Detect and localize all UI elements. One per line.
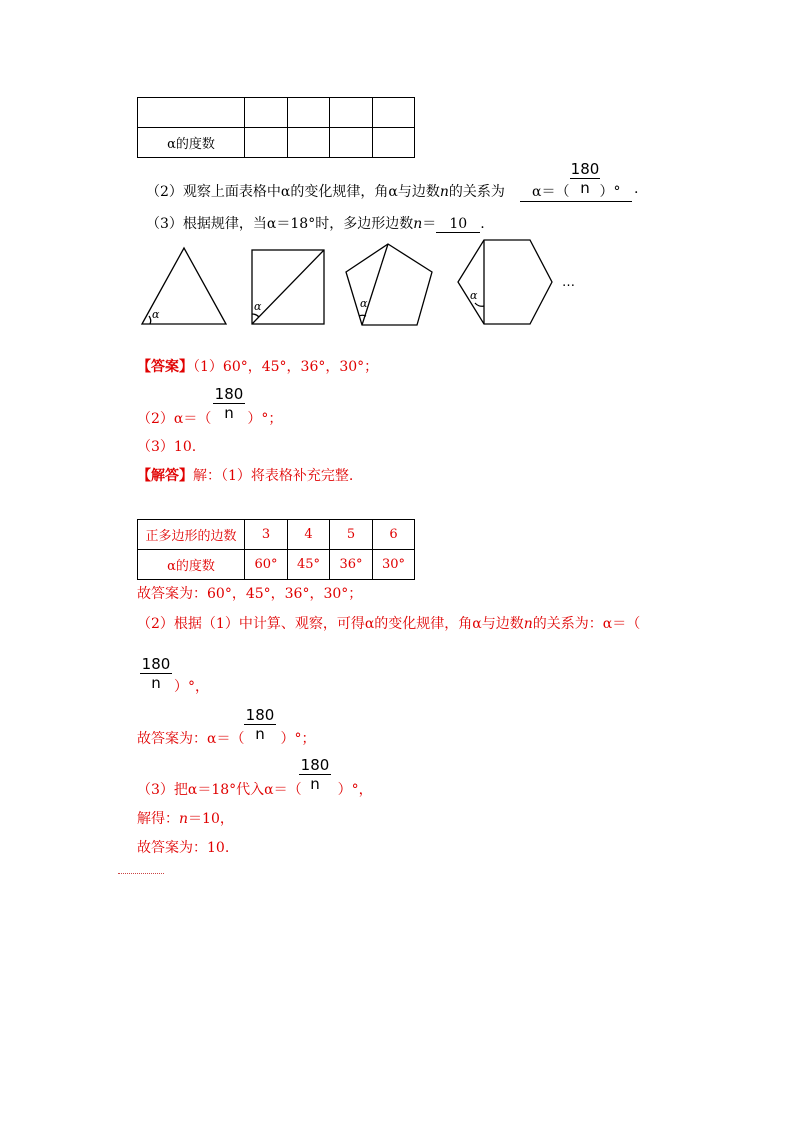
solution-table <box>137 519 415 580</box>
n-symbol: n <box>179 811 189 827</box>
fraction-denominator: n <box>299 774 331 793</box>
cell-36: 36° <box>330 550 373 580</box>
n-symbol: n <box>413 216 423 232</box>
q2-answer-rhs: ）° <box>599 184 621 200</box>
table-cell <box>373 128 415 158</box>
answer-text: （1）60°，45°，36°，30°； <box>193 359 379 375</box>
answer-line-2 <box>137 408 282 428</box>
cell-45: 45° <box>288 550 330 580</box>
solution-text: ）°， <box>337 782 373 798</box>
table-cell <box>245 128 288 158</box>
answer-line-1 <box>137 356 378 376</box>
cell-30: 30° <box>373 550 415 580</box>
n-symbol: n <box>439 184 449 200</box>
answer-text: ）°； <box>247 411 283 427</box>
table-cell <box>373 98 415 128</box>
q3-text: α＝18°时，多边形边数 <box>266 216 414 232</box>
fraction-numerator: 180 <box>214 385 244 403</box>
cell-60: 60° <box>245 550 288 580</box>
header-6: 6 <box>373 520 415 550</box>
fraction-denominator: n <box>570 178 600 197</box>
solution-text: 解：（1）将表格补充完整. <box>193 468 354 484</box>
ellipsis: … <box>562 275 575 290</box>
q2-answer-lhs: α＝（ <box>532 184 570 200</box>
solution-text: 的变化规律，角 <box>374 616 473 632</box>
polygon-table-blank <box>137 97 415 158</box>
q3-period: . <box>480 216 485 232</box>
solution-answer-2 <box>137 728 315 748</box>
solution-text: （2）根据（1）中计算、观察，可得 <box>137 616 365 632</box>
solution-answer-1: 故答案为：60°，45°，36°，30°； <box>137 586 363 602</box>
alpha-label: α <box>254 300 262 313</box>
q3-answer-blank: 10 <box>436 216 480 233</box>
solution-fraction-2 <box>244 706 276 743</box>
solution-tag: 【解答】 <box>137 468 193 484</box>
answer-line-3: （3）10. <box>137 439 197 455</box>
fraction-numerator: 180 <box>141 655 171 673</box>
answer-tag: 【答案】 <box>137 359 193 375</box>
question-3 <box>146 213 485 233</box>
solution-fraction-1 <box>140 655 172 692</box>
alpha-label: α <box>360 297 368 310</box>
solution-text: ）°； <box>280 731 316 747</box>
triangle-figure <box>142 248 226 324</box>
footer-dotted-rule <box>118 873 164 874</box>
solution-text: ）°， <box>174 679 209 695</box>
fraction-numerator: 180 <box>245 706 275 724</box>
square-figure <box>252 250 324 324</box>
solution-part-2 <box>137 613 640 633</box>
alpha-label: α <box>470 289 478 302</box>
q2-period: . <box>634 181 639 197</box>
n-symbol: n <box>523 616 533 632</box>
answer-text: （2）α＝（ <box>137 411 212 427</box>
solution-text: 的关系为：α＝（ <box>532 616 641 632</box>
table-cell <box>138 98 245 128</box>
table-cell <box>330 98 373 128</box>
alpha-label: α <box>152 308 160 321</box>
fraction-numerator: 180 <box>300 756 330 774</box>
solution-intro <box>137 465 353 485</box>
table-cell <box>245 98 288 128</box>
alpha-symbol: α <box>280 184 291 200</box>
header-5: 5 <box>330 520 373 550</box>
fraction-denominator: n <box>140 673 172 692</box>
alpha-symbol: α <box>472 616 482 632</box>
fraction-denominator: n <box>244 724 276 743</box>
header-4: 4 <box>288 520 330 550</box>
solution-solve <box>137 808 234 828</box>
row-label-alpha: α的度数 <box>138 550 245 580</box>
solution-text: 与边数 <box>481 616 524 632</box>
q2-fraction <box>570 160 600 197</box>
q2-text: 与边数 <box>397 184 440 200</box>
table-cell <box>330 128 373 158</box>
header-3: 3 <box>245 520 288 550</box>
solution-text: 故答案为：α＝（ <box>137 731 245 747</box>
solution-text: ＝10， <box>188 811 234 827</box>
solution-answer-3: 故答案为：10. <box>137 840 230 856</box>
q2-text: 的关系为 <box>448 184 505 200</box>
header-sides: 正多边形的边数 <box>138 520 245 550</box>
hexagon-figure <box>458 240 552 324</box>
answer-fraction <box>213 385 245 422</box>
q3-text: ＝ <box>422 216 437 232</box>
row-label-alpha: α的度数 <box>138 128 245 158</box>
table-cell <box>288 98 330 128</box>
q3-text: （3）根据规律，当 <box>146 216 267 232</box>
solution-fraction-3 <box>299 756 331 793</box>
question-2 <box>146 181 505 201</box>
solution-text: （3）把α＝18°代入α＝（ <box>137 782 302 798</box>
pentagon-figure <box>346 244 432 325</box>
q2-text: （2）观察上面表格中 <box>146 184 281 200</box>
solution-text: 解得： <box>137 811 179 827</box>
fraction-numerator: 180 <box>570 160 600 178</box>
alpha-symbol: α <box>364 616 375 632</box>
alpha-symbol: α <box>388 184 398 200</box>
solution-part-3 <box>137 779 373 799</box>
fraction-denominator: n <box>213 403 245 422</box>
q2-text: 的变化规律，角 <box>290 184 389 200</box>
polygon-figures <box>130 232 600 332</box>
table-cell <box>288 128 330 158</box>
